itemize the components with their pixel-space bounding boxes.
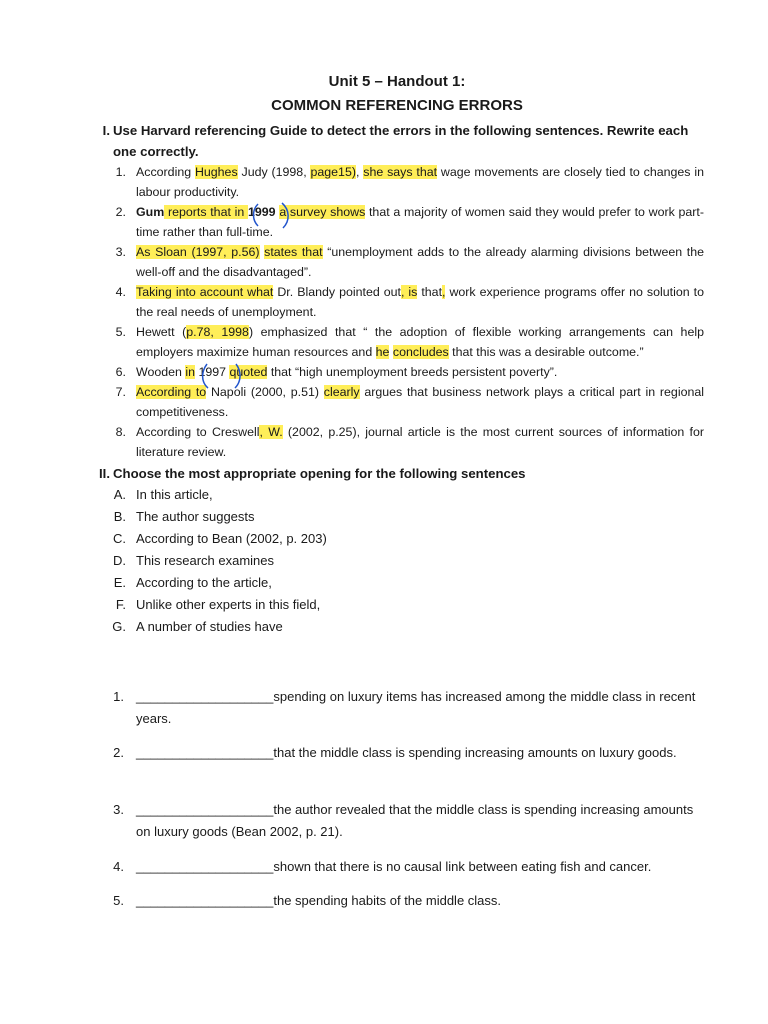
text-run: Judy (1998,: [237, 165, 311, 179]
option-text: A number of studies have: [136, 619, 283, 634]
item-number: 6.: [115, 365, 126, 379]
option-item: [112, 529, 672, 549]
blank-item: [112, 856, 704, 878]
item-text: [136, 162, 704, 202]
item-text: [136, 322, 704, 362]
option-item: [112, 595, 672, 615]
item-text: [136, 422, 704, 462]
option-item: [112, 573, 672, 593]
highlighted-error: page15): [310, 165, 356, 179]
handout-title: Unit 5 – Handout 1:: [328, 73, 466, 90]
highlighted-error: in: [185, 365, 196, 379]
text-run: Hewett (: [136, 325, 187, 339]
text-run: that: [417, 285, 443, 299]
blank-item: [112, 742, 704, 764]
exercise-item: [112, 282, 704, 322]
highlighted-error: According to: [136, 385, 207, 399]
highlighted-error: , is: [400, 285, 418, 299]
highlighted-error: he: [375, 345, 390, 359]
exercise-item: [112, 202, 704, 242]
option-letter: A.: [113, 487, 126, 502]
blank-number: 2.: [113, 745, 124, 760]
blank-text: ___________________spending on luxury items has increased among the middle class in recent years.: [136, 689, 696, 726]
section-heading-text: Use Harvard referencing Guide to detect the errors in the following sentences. Rewrite each one correctly.: [113, 123, 689, 159]
option-letter: D.: [113, 553, 126, 568]
item-number: 2.: [115, 205, 126, 219]
blank-number: 1.: [113, 689, 124, 704]
option-letter: F.: [115, 597, 126, 612]
section-2-heading: [90, 463, 710, 484]
blank-text: ___________________the author revealed that the middle class is spending increasing amounts on luxury goods (Bean 2002, p. 21).: [136, 802, 694, 839]
item-number: 5.: [115, 325, 126, 339]
highlighted-error: , W.: [259, 425, 283, 439]
highlighted-error: quoted: [229, 365, 268, 379]
item-number: 7.: [115, 385, 126, 399]
blank-number: 3.: [113, 802, 124, 817]
text-run: that “high unemployment breeds persistent poverty”.: [267, 365, 558, 379]
text-run: According to Creswell: [136, 425, 260, 439]
item-text: [136, 202, 704, 242]
highlighted-error: reports that in: [164, 205, 248, 219]
blank-item: [112, 799, 704, 843]
blank-text: ___________________the spending habits of the middle class.: [136, 893, 502, 908]
highlighted-error: As Sloan (1997, p.56): [136, 245, 260, 259]
text-run: Dr. Blandy pointed out: [273, 285, 401, 299]
highlighted-error: a survey shows: [279, 205, 366, 219]
option-item: [112, 485, 672, 505]
option-text: The author suggests: [136, 509, 255, 524]
text-run: (2002, p.25), journal article is the most current sources of information for literature review.: [136, 425, 705, 459]
exercise-item: [112, 422, 704, 462]
option-item: [112, 617, 672, 637]
text-run: that this was a desirable outcome.”: [448, 345, 644, 359]
option-text: According to the article,: [136, 575, 272, 590]
item-number: 8.: [115, 425, 126, 439]
text-run: wage movements are closely tied to changes in labour productivity.: [136, 165, 704, 199]
section-heading-text: Choose the most appropriate opening for the following sentences: [113, 466, 526, 481]
handout-subtitle: COMMON REFERENCING ERRORS: [271, 97, 523, 114]
option-text: In this article,: [136, 487, 213, 502]
section-number: II.: [99, 466, 110, 481]
section-number: I.: [102, 123, 110, 138]
text-run: 1997: [195, 365, 230, 379]
item-text: [136, 382, 704, 422]
highlighted-error: concludes: [392, 345, 449, 359]
highlighted-error: ,: [442, 285, 446, 299]
item-number: 1.: [115, 165, 126, 179]
text-run: Wooden: [136, 365, 186, 379]
blank-item: [112, 890, 704, 912]
blank-text: ___________________shown that there is no causal link between eating fish and cancer.: [136, 859, 652, 874]
option-text: This research examines: [136, 553, 274, 568]
exercise-item: [112, 322, 704, 362]
item-text: [136, 242, 704, 282]
item-text: [136, 282, 704, 322]
bold-text: Gum: [136, 205, 165, 219]
highlighted-error: clearly: [323, 385, 360, 399]
highlighted-error: Taking into account what: [136, 285, 274, 299]
highlighted-error: Hughes: [194, 165, 238, 179]
option-item: [112, 507, 672, 527]
text-run: work experience programs offer no solution to the real needs of unemployment.: [136, 285, 704, 319]
blank-item: [112, 686, 704, 730]
option-letter: C.: [113, 531, 126, 546]
option-letter: B.: [113, 509, 126, 524]
option-letter: G.: [112, 619, 126, 634]
text-run: argues that business network plays a critical part in regional competitiveness.: [136, 385, 705, 419]
option-item: [112, 551, 672, 571]
text-run: According: [136, 165, 195, 179]
blank-number: 5.: [113, 893, 124, 908]
blank-number: 4.: [113, 859, 124, 874]
option-letter: E.: [113, 575, 126, 590]
section-1-heading: [90, 120, 710, 162]
item-text: [136, 362, 704, 382]
highlighted-error: states that: [264, 245, 323, 259]
item-number: 4.: [115, 285, 126, 299]
text-run: that a majority of women said they would prefer to work part-time rather than full-time.: [136, 205, 704, 239]
exercise-item: [112, 362, 704, 382]
highlighted-error: she says that: [363, 165, 438, 179]
text-run: Napoli (2000, p.51): [206, 385, 324, 399]
option-text: According to Bean (2002, p. 203): [136, 531, 327, 546]
bold-text: 1999: [248, 205, 276, 219]
text-run: ) emphasized that “ the adoption of flexible working arrangements can help employers maximize human resources and: [136, 325, 704, 359]
exercise-item: [112, 242, 704, 282]
highlighted-error: p.78, 1998: [186, 325, 249, 339]
text-run: “unemployment adds to the already alarming divisions between the well-off and the disadvantaged”.: [136, 245, 704, 279]
exercise-item: [112, 382, 704, 422]
blank-text: ___________________that the middle class is spending increasing amounts on luxury goods.: [136, 745, 677, 760]
item-number: 3.: [115, 245, 126, 259]
text-run: ,: [355, 165, 364, 179]
exercise-item: [112, 162, 704, 202]
option-text: Unlike other experts in this field,: [136, 597, 321, 612]
